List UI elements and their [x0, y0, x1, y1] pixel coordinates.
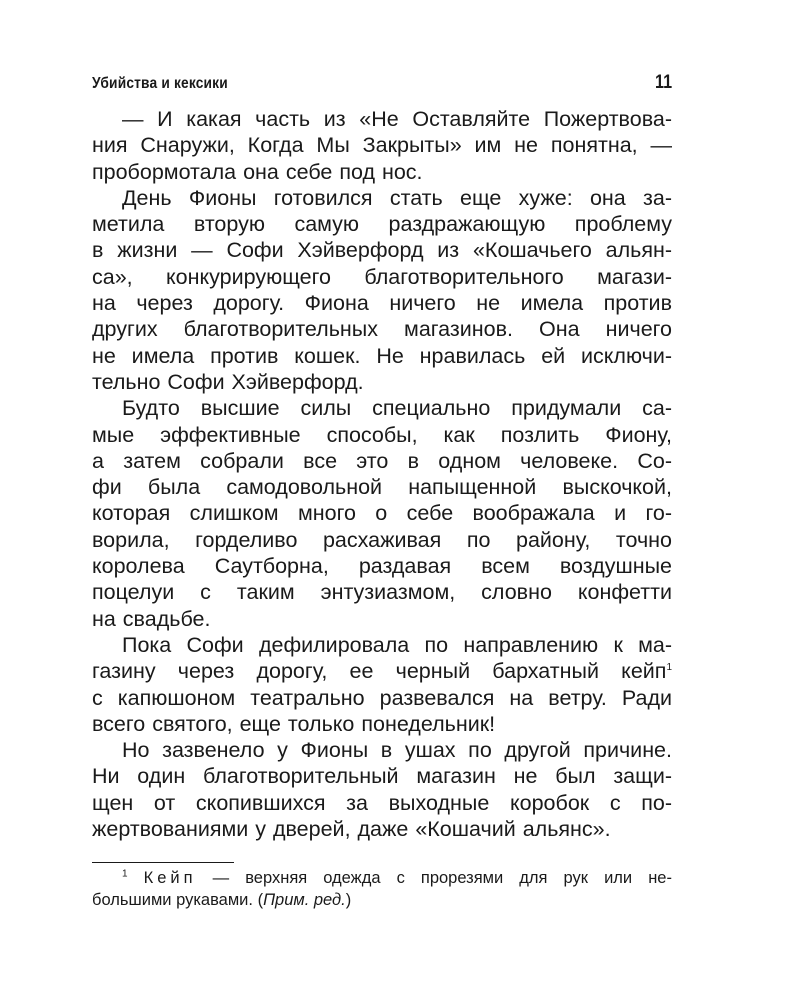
text-line: не имела против кошек. Не нравилась ей исключи-: [92, 343, 672, 368]
footnote-text: — верхняя одежда с прорезями для рук или не-: [196, 869, 672, 888]
body-text: [92, 106, 672, 842]
text-line: Но зазвенело у Фионы в ушах по другой причине.: [122, 738, 672, 763]
editor-note: Прим. ред.: [263, 891, 346, 910]
text-line: тельно Софи Хэйверфорд.: [92, 369, 364, 394]
text-line: День Фионы готовился стать еще хуже: она за-: [122, 185, 672, 210]
text-line: — И какая часть из «Не Оставляйте Пожертвова-: [122, 107, 672, 131]
text-line-with-note: [92, 658, 672, 684]
text-line: а затем собрали все это в одном человеке. Со-: [92, 448, 672, 473]
footnote-text: большими рукавами. (: [92, 891, 264, 910]
page-number: 11: [654, 72, 672, 93]
footnote-term: Кейп: [143, 869, 197, 888]
text-line: мые эффективные способы, как позлить Фиону,: [92, 422, 672, 447]
book-page: [92, 72, 672, 952]
text-line: метила вторую самую раздражающую проблему: [92, 212, 672, 237]
paragraph-1: [92, 106, 672, 185]
text-line: Пока Софи дефилировала по направлению к ма-: [122, 632, 672, 657]
text-line: с капюшоном театрально развевался на ветру. Ради: [92, 685, 672, 710]
text-line: королева Саутборна, раздавая всем воздушные: [92, 554, 672, 579]
footnote: [92, 867, 672, 911]
paragraph-5: [92, 737, 672, 842]
paragraph-3: [92, 395, 672, 632]
running-head: [92, 72, 672, 100]
text-line: на через дорогу. Фиона ничего не имела против: [92, 291, 672, 316]
paragraph-2: [92, 185, 672, 395]
text-line: ворила, горделиво расхаживая по району, точно: [92, 527, 672, 552]
text-line: которая слишком много о себе воображала и го-: [92, 501, 672, 526]
text-line: на свадьбе.: [92, 606, 211, 631]
text-line: жертвованиями у дверей, даже «Кошачий альянс».: [92, 817, 611, 842]
footnote-line: [92, 889, 672, 911]
text-line: поцелуи с таким энтузиазмом, словно конфетти: [92, 580, 672, 605]
text-line: других благотворительных магазинов. Она ничего: [92, 317, 672, 342]
footnote-text: ): [345, 891, 352, 910]
text-line: са», конкурирующего благотворительного магази-: [92, 264, 672, 289]
footnote-line: [92, 867, 672, 889]
text-line: Будто высшие силы специально придумали са-: [122, 396, 672, 421]
text-line: щен от скопившихся за выходные коробок с по-: [92, 790, 672, 815]
paragraph-4: [92, 632, 672, 737]
text-line: пробормотала она себе под нос.: [92, 159, 423, 184]
text-line: в жизни — Софи Хэйверфорд из «Кошачьего альян-: [92, 238, 672, 263]
text-line: всего святого, еще только понедельник!: [92, 711, 496, 736]
text-line: фи была самодовольной напыщенной выскочкой,: [92, 475, 672, 500]
footnote-divider: [92, 862, 234, 863]
footnote-number: 1: [122, 868, 128, 880]
running-title: Убийства и кексики: [92, 75, 228, 92]
footnote-reference: 1: [666, 662, 672, 674]
text-line: ния Снаружи, Когда Мы Закрыты» им не понятна, —: [92, 133, 672, 158]
text-segment: газину через дорогу, ее черный бархатный кейп: [92, 659, 667, 684]
text-line: Ни один благотворительный магазин не был защи-: [92, 764, 672, 789]
